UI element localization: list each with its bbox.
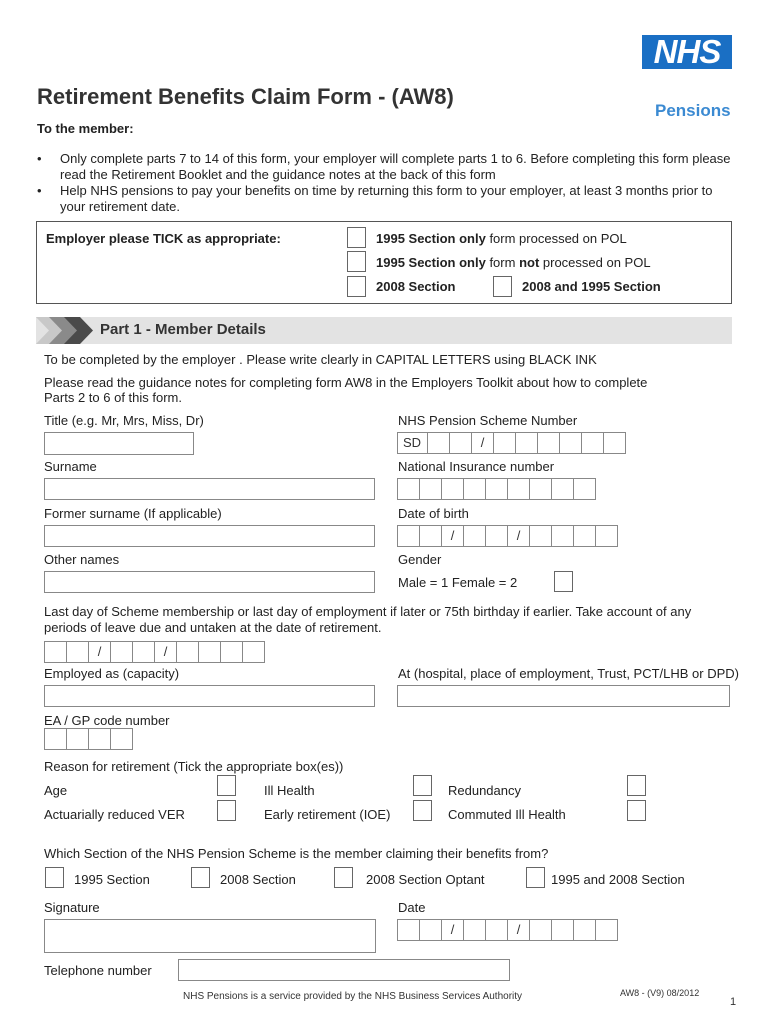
cell[interactable] [199, 642, 221, 662]
claim-1995-2008-label: 1995 and 2008 Section [551, 872, 685, 887]
cell[interactable] [111, 729, 133, 749]
ea-gp-cells[interactable] [44, 728, 133, 750]
section-2008-checkbox[interactable] [347, 276, 366, 297]
nhs-logo [642, 35, 732, 69]
title-label: Title (e.g. Mr, Mrs, Miss, Dr) [44, 413, 204, 428]
cell[interactable] [486, 526, 508, 546]
cell[interactable] [596, 526, 618, 546]
to-member: To the member: [37, 121, 134, 136]
cell[interactable] [442, 479, 464, 499]
cell[interactable] [552, 920, 574, 940]
surname-input[interactable] [44, 478, 375, 500]
employed-as-input[interactable] [44, 685, 375, 707]
reason-ioe-label: Early retirement (IOE) [264, 807, 391, 822]
former-surname-label: Former surname (If applicable) [44, 506, 222, 521]
signature-input[interactable] [44, 919, 376, 953]
page-number: 1 [730, 996, 737, 1008]
slash-cell: / [472, 433, 494, 453]
claim-1995-2008-checkbox[interactable] [526, 867, 545, 888]
reason-ioe-checkbox[interactable] [413, 800, 432, 821]
cell[interactable] [464, 479, 486, 499]
cell[interactable] [420, 920, 442, 940]
ni-number-cells[interactable] [397, 478, 596, 500]
reason-ver-label: Actuarially reduced VER [44, 807, 185, 822]
pol-1995-checkbox[interactable] [347, 227, 366, 248]
section-2008-label: 2008 Section [376, 279, 456, 294]
claim-1995-label: 1995 Section [74, 872, 150, 887]
claim-2008-optant-checkbox[interactable] [334, 867, 353, 888]
signature-date-cells[interactable] [397, 919, 618, 941]
slash-cell: / [508, 920, 530, 940]
footer-note: NHS Pensions is a service provided by the NHS Business Services Authority [183, 991, 523, 1002]
at-label: At (hospital, place of employment, Trust, PCT/LHB or DPD) [398, 666, 740, 681]
pensions-label: Pensions [655, 101, 731, 120]
cell[interactable] [464, 526, 486, 546]
reason-commuted-checkbox[interactable] [627, 800, 646, 821]
cell[interactable] [428, 433, 450, 453]
cell[interactable] [574, 479, 596, 499]
cell[interactable] [45, 729, 67, 749]
cell[interactable] [486, 479, 508, 499]
bullet-dot: • [37, 183, 42, 198]
reason-ill-health-label: Ill Health [264, 783, 315, 798]
cell[interactable] [398, 479, 420, 499]
cell[interactable] [582, 433, 604, 453]
cell[interactable] [530, 526, 552, 546]
cell[interactable] [538, 433, 560, 453]
form-code: AW8 - (V9) 08/2012 [620, 988, 700, 998]
reason-ill-health-checkbox[interactable] [413, 775, 432, 796]
reason-ver-checkbox[interactable] [217, 800, 236, 821]
slash-cell: / [155, 642, 177, 662]
former-surname-input[interactable] [44, 525, 375, 547]
last-day-label: Last day of Scheme membership or last day of employment if later or 75th birthday if earlier. Take account of any periods of leave due and untaken at the date of retirement. [44, 604, 692, 635]
page-title: Retirement Benefits Claim Form - (AW8) [37, 84, 454, 109]
at-input[interactable] [397, 685, 730, 707]
surname-label: Surname [44, 459, 97, 474]
claim-2008-optant-label: 2008 Section Optant [366, 872, 485, 887]
nhs-logo-text: NHS [653, 33, 721, 70]
reason-age-label: Age [44, 783, 68, 798]
reason-redundancy-label: Redundancy [448, 783, 521, 798]
claim-2008-checkbox[interactable] [191, 867, 210, 888]
cell[interactable] [45, 642, 67, 662]
employed-as-label: Employed as (capacity) [44, 666, 180, 681]
section-question: Which Section of the NHS Pension Scheme is the member claiming their benefits from? [44, 846, 549, 861]
last-day-cells[interactable] [44, 641, 265, 663]
cell[interactable] [574, 920, 596, 940]
opt1-rest: form processed on POL [485, 231, 627, 246]
reason-age-checkbox[interactable] [217, 775, 236, 796]
employer-tick-label: Employer please TICK as appropriate: [46, 231, 281, 246]
opt1-bold: 1995 Section only [376, 231, 486, 246]
dob-label: Date of birth [398, 506, 469, 521]
opt2-not: not [519, 255, 540, 270]
telephone-label: Telephone number [44, 963, 152, 978]
scheme-number-cells[interactable] [397, 432, 626, 454]
not-pol-1995-label [376, 255, 651, 270]
cell[interactable] [450, 433, 472, 453]
intro-bullet-1: Only complete parts 7 to 14 of this form, your employer will complete parts 1 to 6. Before completing this form please read the Retirement Booklet and the guidance notes at the back of this form [60, 151, 731, 182]
cell[interactable] [221, 642, 243, 662]
pol-1995-label [376, 231, 627, 246]
cell[interactable] [552, 479, 574, 499]
cell[interactable] [574, 526, 596, 546]
reason-commuted-label: Commuted Ill Health [448, 807, 566, 822]
dob-cells[interactable] [397, 525, 618, 547]
cell[interactable] [596, 920, 618, 940]
cell[interactable] [530, 479, 552, 499]
scheme-number-label: NHS Pension Scheme Number [398, 413, 578, 428]
claim-2008-label: 2008 Section [220, 872, 296, 887]
ea-gp-label: EA / GP code number [44, 713, 170, 728]
ni-label: National Insurance number [398, 459, 555, 474]
part1-instruction-1: To be completed by the employer . Please write clearly in CAPITAL LETTERS using BLACK INK [44, 352, 597, 367]
slash-cell: / [442, 526, 464, 546]
reason-redundancy-checkbox[interactable] [627, 775, 646, 796]
scheme-prefix: SD [398, 433, 428, 453]
cell[interactable] [508, 479, 530, 499]
part1-heading: Part 1 - Member Details [100, 321, 266, 338]
gender-input[interactable] [554, 571, 573, 592]
reason-label: Reason for retirement (Tick the appropriate box(es)) [44, 759, 344, 774]
cell[interactable] [420, 526, 442, 546]
cell[interactable] [133, 642, 155, 662]
other-names-input[interactable] [44, 571, 375, 593]
date-label: Date [398, 900, 426, 915]
claim-1995-checkbox[interactable] [45, 867, 64, 888]
signature-label: Signature [44, 900, 100, 915]
bullet-dot: • [37, 151, 42, 166]
cell[interactable] [243, 642, 265, 662]
other-names-label: Other names [44, 552, 120, 567]
opt2-mid: form [485, 255, 520, 270]
title-input[interactable] [44, 432, 194, 455]
cell[interactable] [464, 920, 486, 940]
not-pol-1995-checkbox[interactable] [347, 251, 366, 272]
cell[interactable] [604, 433, 626, 453]
cell[interactable] [530, 920, 552, 940]
cell[interactable] [420, 479, 442, 499]
cell[interactable] [111, 642, 133, 662]
cell[interactable] [516, 433, 538, 453]
cell[interactable] [67, 729, 89, 749]
cell[interactable] [398, 526, 420, 546]
slash-cell: / [89, 642, 111, 662]
gender-values: Male = 1 Female = 2 [398, 575, 518, 590]
cell[interactable] [486, 920, 508, 940]
cell[interactable] [494, 433, 516, 453]
section-2008-1995-checkbox[interactable] [493, 276, 512, 297]
cell[interactable] [552, 526, 574, 546]
cell[interactable] [177, 642, 199, 662]
cell[interactable] [89, 729, 111, 749]
intro-bullet-2: Help NHS pensions to pay your benefits on time by returning this form to your employer, at least 3 months prior to your retirement date. [60, 183, 713, 214]
section-2008-1995-label: 2008 and 1995 Section [522, 279, 661, 294]
gender-label: Gender [398, 552, 442, 567]
cell[interactable] [398, 920, 420, 940]
telephone-input[interactable] [178, 959, 510, 981]
opt2-bold: 1995 Section only [376, 255, 486, 270]
cell[interactable] [560, 433, 582, 453]
opt2-rest: processed on POL [539, 255, 651, 270]
cell[interactable] [67, 642, 89, 662]
slash-cell: / [508, 526, 530, 546]
part1-instruction-2: Please read the guidance notes for completing form AW8 in the Employers Toolkit about how to complete Parts 2 to 6 of this form. [44, 375, 648, 405]
slash-cell: / [442, 920, 464, 940]
chevron-arrows-icon [36, 317, 94, 344]
